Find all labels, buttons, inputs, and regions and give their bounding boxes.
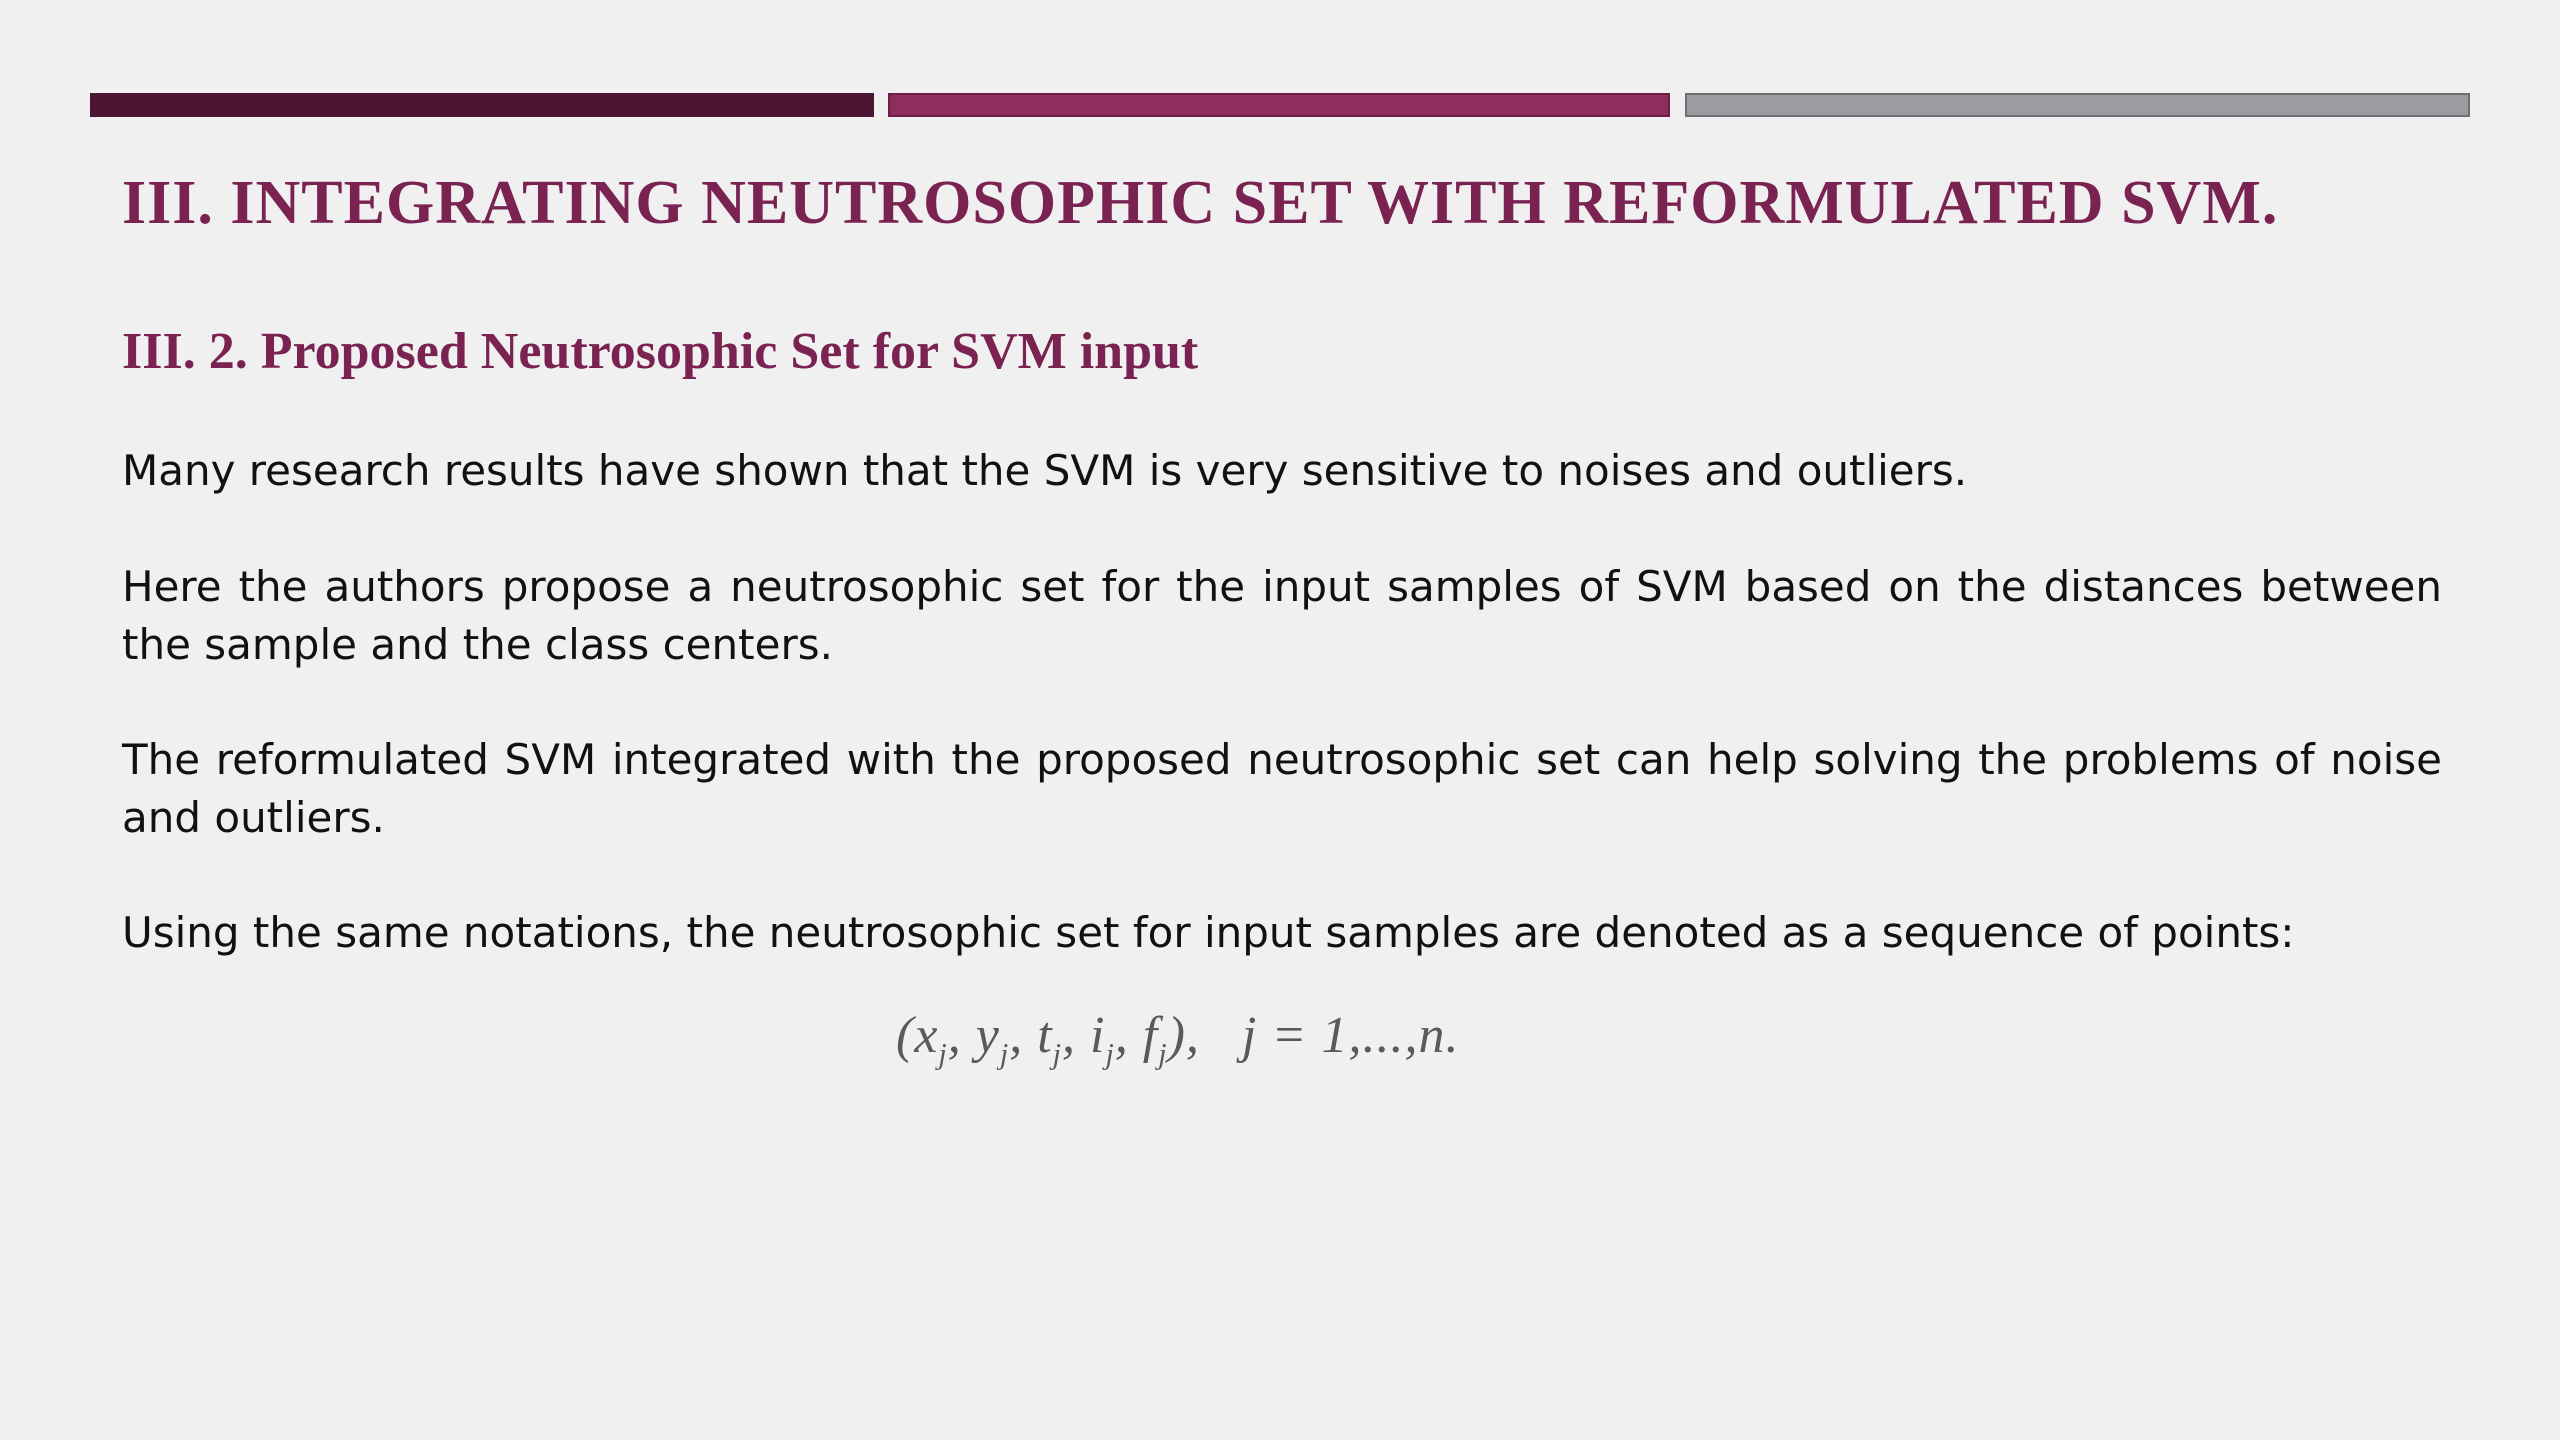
formula-sub-y: j: [999, 1037, 1010, 1071]
paragraph-1: Many research results have shown that the SVM is very sensitive to noises and outliers.: [122, 446, 1968, 495]
paragraph-2: Here the authors propose a neutrosophic set for the input samples of SVM based on the distances between the sample and the class centers.: [122, 562, 2442, 669]
formula-close-paren: ),: [1167, 1007, 1200, 1064]
formula-open-paren: (: [896, 1007, 915, 1064]
formula-sub-i: j: [1105, 1037, 1115, 1071]
formula-x: x: [914, 1007, 939, 1064]
formula-sub-f: j: [1158, 1037, 1168, 1071]
decorative-bar-dark: [90, 93, 874, 117]
paragraph-4: Using the same notations, the neutrosophic set for input samples are denoted as a sequence of points:: [122, 908, 2295, 957]
slide-title: III. INTEGRATING NEUTROSOPHIC SET WITH REFORMULATED SVM.: [122, 169, 2279, 237]
formula-sub-t: j: [1052, 1037, 1062, 1071]
decorative-bar-gray: [1685, 93, 2470, 117]
decorative-bar-magenta: [888, 93, 1670, 117]
slide-subtitle: III. 2. Proposed Neutrosophic Set for SVM input: [122, 323, 1199, 380]
formula-y: y: [975, 1007, 1000, 1064]
formula-f: f: [1142, 1007, 1159, 1064]
formula-sub-x: j: [938, 1037, 948, 1071]
formula-index: j = 1,...,n.: [1241, 1007, 1460, 1064]
formula: ($x_j$, $y_j$, $t_j$, $i_j$, $f_j$), j = 1,...,n.: [896, 1007, 1460, 1071]
paragraph-3: The reformulated SVM integrated with the proposed neutrosophic set can help solving the problems of noise and outliers.: [122, 735, 2442, 842]
formula-t: t: [1037, 1007, 1053, 1064]
formula-i: i: [1090, 1007, 1106, 1064]
